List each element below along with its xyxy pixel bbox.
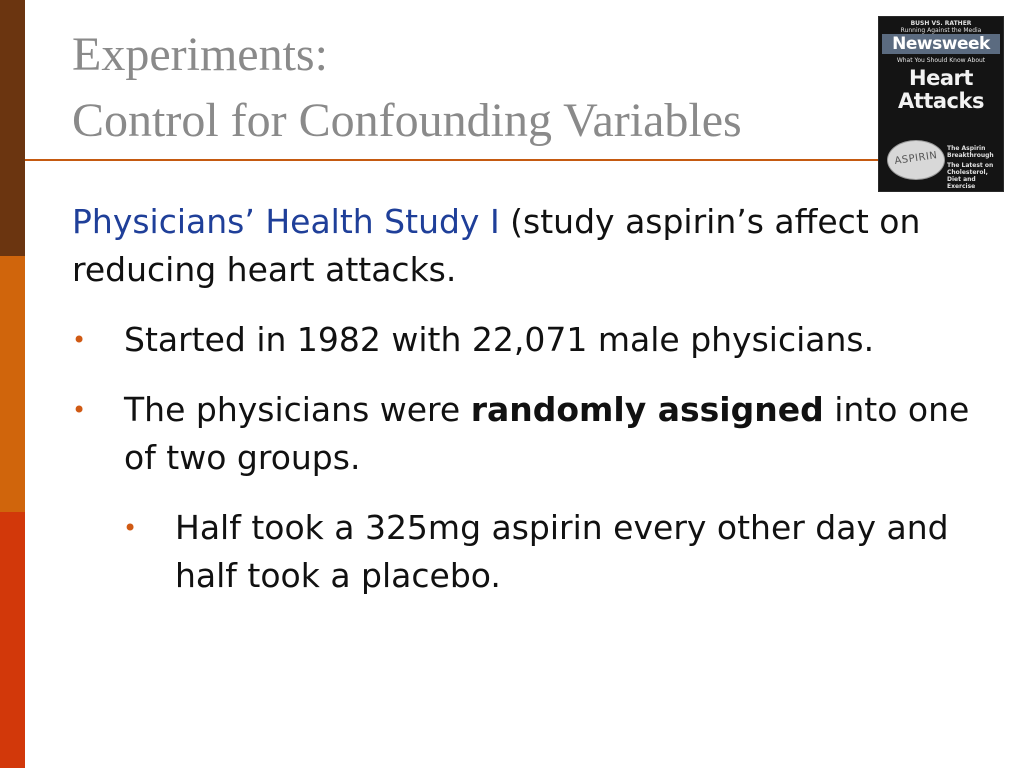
- cover-side-item-1: The Aspirin Breakthrough: [947, 145, 994, 159]
- cover-masthead: Newsweek: [882, 34, 1000, 54]
- pill-label: ASPIRIN: [893, 150, 939, 167]
- cover-topline-title: BUSH VS. RATHER: [910, 20, 972, 27]
- bullet-text: Started in 1982 with 22,071 male physicians.: [124, 320, 875, 359]
- newsweek-cover-image: [878, 16, 1004, 192]
- bullet-text-before: The physicians were: [124, 390, 471, 429]
- cover-headline-line-1: Heart: [909, 66, 973, 90]
- cover-headline-line-2: Attacks: [898, 89, 984, 113]
- bullet-icon: •: [72, 326, 87, 354]
- title-divider: [25, 159, 880, 161]
- bullet-icon: •: [123, 514, 138, 542]
- slide-title: [72, 22, 872, 154]
- cover-side-items: [947, 145, 1003, 190]
- sidebar-accent: [0, 0, 25, 768]
- bullet-list: [72, 316, 972, 600]
- cover-topline: [879, 20, 1003, 34]
- cover-kicker: What You Should Know About: [896, 57, 986, 64]
- bullet-text: Half took a 325mg aspirin every other day and half took a placebo.: [175, 508, 949, 595]
- cover-headline: [879, 67, 1003, 113]
- cover-side-item-2: The Latest on Cholesterol, Diet and Exercise: [947, 162, 994, 190]
- slide-title-line-2: Control for Confounding Variables: [72, 94, 742, 147]
- sub-bullet-item-1: [72, 504, 972, 600]
- aspirin-pill-icon: [887, 140, 945, 180]
- intro-text: (study aspirin’s affect on reducing heart attacks.: [72, 202, 921, 289]
- sidebar-segment-bottom: [0, 512, 25, 768]
- cover-topline-subtitle: Running Against the Media: [900, 27, 982, 34]
- bullet-icon: •: [72, 396, 87, 424]
- bullet-item-2: [72, 386, 972, 482]
- bullet-text-after: into one of two groups.: [124, 390, 970, 477]
- bullet-bold-text: randomly assigned: [470, 390, 824, 429]
- intro-paragraph: [72, 198, 972, 294]
- bullet-item-1: [72, 316, 972, 364]
- study-name: Physicians’ Health Study I: [72, 202, 500, 241]
- sidebar-segment-top: [0, 0, 25, 256]
- slide-body: [72, 198, 972, 600]
- slide-title-line-1: Experiments:: [72, 28, 328, 81]
- sidebar-segment-middle: [0, 256, 25, 512]
